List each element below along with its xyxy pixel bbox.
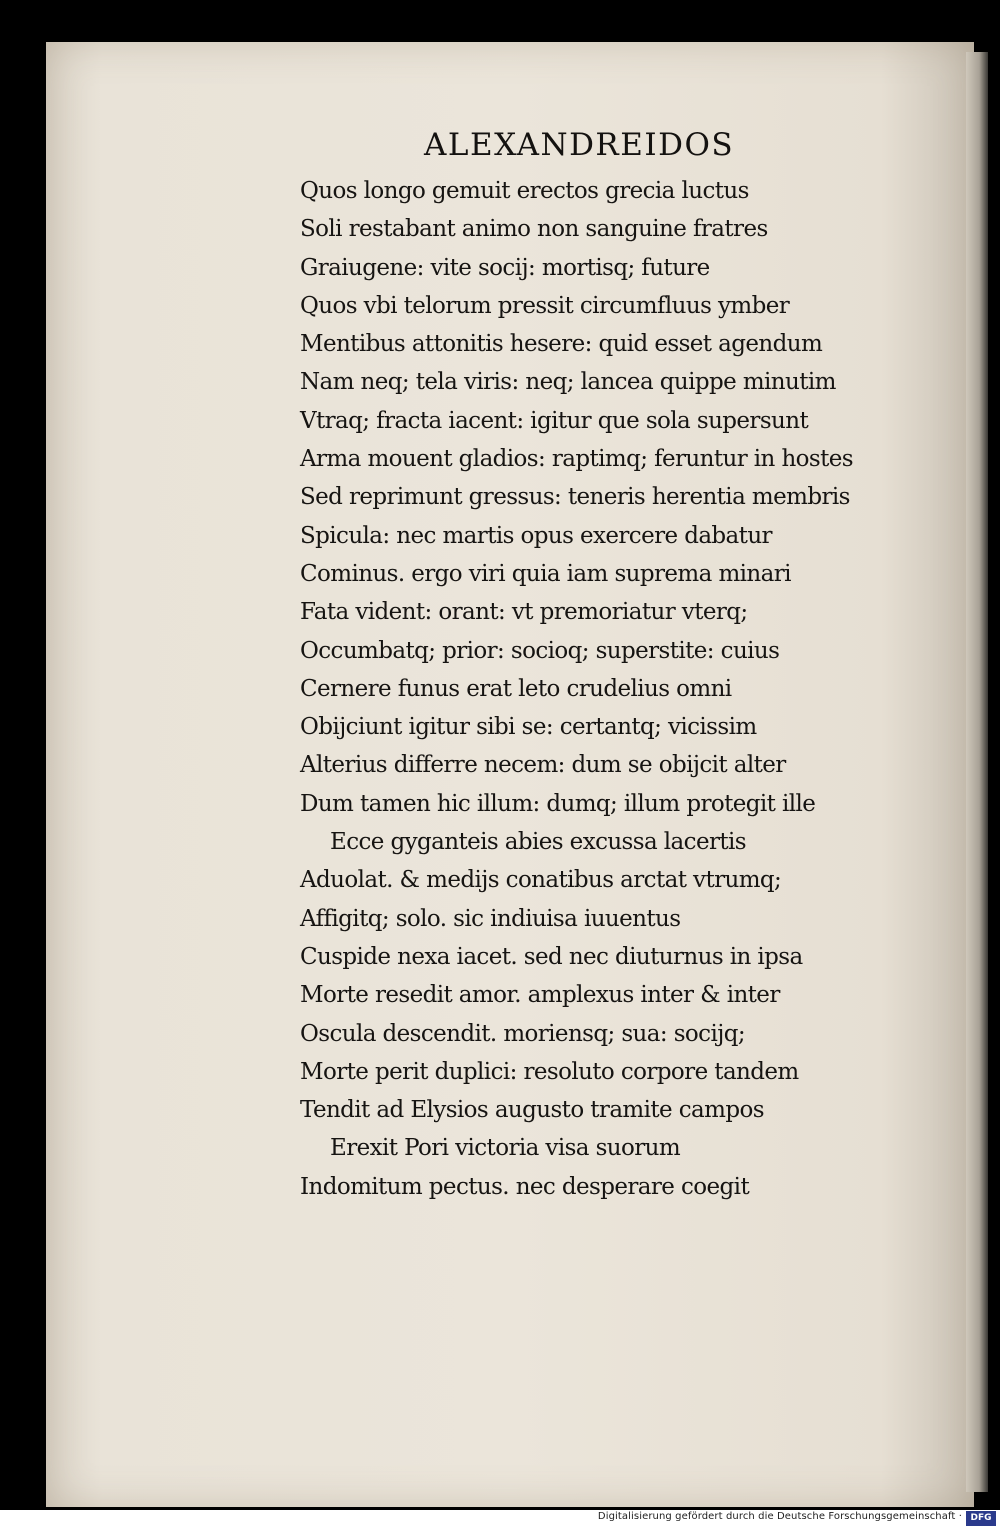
footer-bar <box>0 1510 1000 1528</box>
funding-credit: Digitalisierung gefördert durch die Deutsche Forschungsgemeinschaft · <box>597 1511 962 1522</box>
verse-line: Indomitum pectus. nec desperare coegit <box>300 1173 750 1200</box>
verse-line: Aduolat. & medijs conatibus arctat vtrumq; <box>300 867 782 894</box>
verse-line: Arma mouent gladios: raptimq; feruntur in hostes <box>300 446 853 473</box>
dfg-logo: DFG <box>966 1511 996 1526</box>
verse-line: Morte perit duplici: resoluto corpore tandem <box>300 1058 799 1085</box>
verse-line: Cuspide nexa iacet. sed nec diuturnus in ipsa <box>300 943 803 970</box>
verse-line: Morte resedit amor. amplexus inter & inter <box>300 982 780 1009</box>
verse-line: Cominus. ergo viri quia iam suprema minari <box>300 560 791 587</box>
verse-line: Affigitq; solo. sic indiuisa iuuentus <box>300 905 681 932</box>
verse-line: Ecce gyganteis abies excussa lacertis <box>330 829 746 856</box>
verse-line: Tendit ad Elysios augusto tramite campos <box>300 1097 764 1124</box>
verse-line: Graiugene: vite socij: mortisq; future <box>300 254 710 281</box>
verse-line: Dum tamen hic illum: dumq; illum protegit ille <box>300 790 816 817</box>
verse-line: Occumbatq; prior: socioq; superstite: cuius <box>300 637 780 664</box>
verse-line: Alterius differre necem: dum se obijcit alter <box>300 752 786 779</box>
verse-line: Oscula descendit. moriensq; sua: socijq; <box>300 1020 746 1047</box>
verse-list <box>300 172 853 1206</box>
verse-line: Soli restabant animo non sanguine fratres <box>300 216 768 243</box>
verse-line: Spicula: nec martis opus exercere dabatur <box>300 522 772 549</box>
verse-line: Quos vbi telorum pressit circumfluus ymber <box>300 292 790 319</box>
verse-line: Quos longo gemuit erectos grecia luctus <box>300 178 749 204</box>
verse-line: Sed reprimunt gressus: teneris herentia membris <box>300 484 850 511</box>
verse-line: Cernere funus erat leto crudelius omni <box>300 675 732 702</box>
verse-line: Nam neq; tela viris: neq; lancea quippe minutim <box>300 369 836 396</box>
running-heading: ALEXANDREIDOS <box>424 127 735 163</box>
verse-line: Vtraq; fracta iacent: igitur que sola supersunt <box>300 407 809 434</box>
verse-line: Mentibus attonitis hesere: quid esset agendum <box>300 331 823 358</box>
verse-line: Fata vident: orant: vt premoriatur vterq; <box>300 599 748 626</box>
verse-line: Obijciunt igitur sibi se: certantq; vicissim <box>300 714 757 741</box>
verse-line: Erexit Pori victoria visa suorum <box>330 1135 681 1162</box>
show-through-text <box>860 160 970 1260</box>
